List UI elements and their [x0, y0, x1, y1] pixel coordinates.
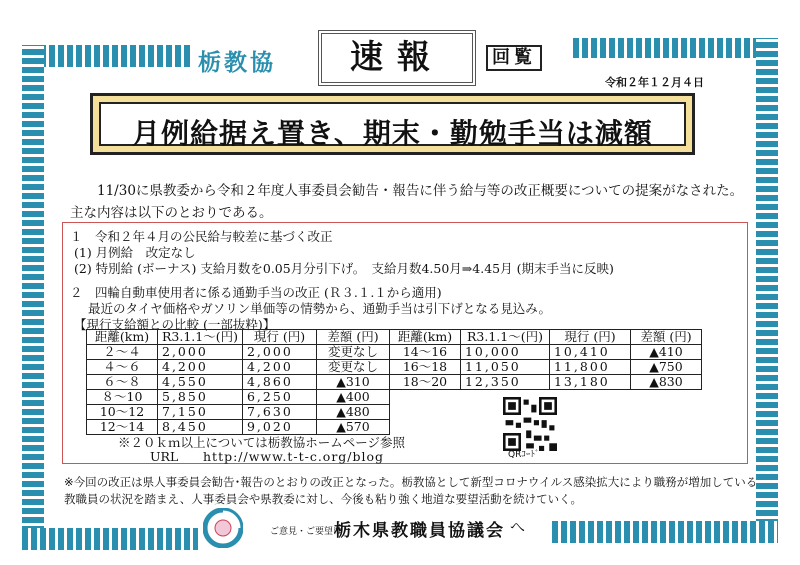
cell-new: 12,350 [460, 375, 549, 390]
col-header-new: R3.1.1～(円) [158, 330, 243, 345]
cell-diff: ▲480 [316, 405, 389, 420]
cell-distance: 18～20 [389, 375, 460, 390]
cell-distance: ８～10 [87, 390, 158, 405]
cell-current: 11,800 [549, 360, 630, 375]
cell-distance: ４～６ [87, 360, 158, 375]
col-header-current: 現行 (円) [242, 330, 316, 345]
contact-prompt: ご意見・ご要望は [270, 527, 343, 537]
cell-new: 4,200 [158, 360, 243, 375]
col-header-new-2: R3.1.1～(円) [460, 330, 549, 345]
side-stripe-left [22, 45, 44, 550]
cell-new: 11,050 [460, 360, 549, 375]
col-header-diff-2: 差額 (円) [630, 330, 701, 345]
closing-note: ※今回の改正は県人事委員会勧告･報告のとおりの改正となった。栃教協として新型コロナウイルス感染拡大により職務が増加している教職員の状況を踏まえ、人事委員会や県教委に対し、今後も粘り強く地道な要望活動を続けていく。 [64, 475, 758, 506]
intro-paragraph: 11/30に県教委から令和２年度人事委員会勧告・報告に伴う給与等の改正概要についての提案がなされた。主な内容は以下のとおりである。 [70, 183, 744, 221]
title-frame [90, 93, 695, 155]
table-caption: 【現行支給額との比較 (一部抜粋)】 [74, 317, 276, 332]
cell-diff: ▲410 [630, 345, 701, 360]
cell-diff: 変更なし [316, 360, 389, 375]
cell-current: 7,630 [242, 405, 316, 420]
cell-distance: ６～８ [87, 375, 158, 390]
issue-date: 令和２年１２月４日 [605, 76, 704, 89]
section1-item2: (2) 特別給 (ボーナス) 支給月数を0.05月分引下げ。 支給月数4.50月⇒4.45月 (期末手当に反映) [74, 261, 614, 276]
header-stripe-left [22, 45, 192, 67]
cell-current: 6,250 [242, 390, 316, 405]
cell-diff: ▲830 [630, 375, 701, 390]
cell-diff: ▲310 [316, 375, 389, 390]
table-row [87, 375, 702, 390]
contact-org: 栃木県教職員協議会 [334, 521, 505, 541]
cell-distance: 16～18 [389, 360, 460, 375]
cell-current: 4,200 [242, 360, 316, 375]
blog-link[interactable]: http://www.t-t-c.org/blog [203, 449, 385, 464]
cell-current: 4,860 [242, 375, 316, 390]
cell-current: 13,180 [549, 375, 630, 390]
union-logo-icon [203, 508, 243, 548]
footer-stripe-left [22, 528, 198, 550]
cell-diff: 変更なし [316, 345, 389, 360]
section1-heading: １ 令和２年４月の公民給与較差に基づく改正 [70, 229, 333, 244]
col-header-distance-2: 距離(km) [389, 330, 460, 345]
cell-current: 2,000 [242, 345, 316, 360]
bulletin-label: 速報 [318, 30, 476, 86]
cell-new: 5,850 [158, 390, 243, 405]
header-stripe-right [573, 38, 773, 58]
table-row [87, 345, 702, 360]
table-row [87, 390, 702, 405]
qr-label: QRｺｰﾄﾞ [508, 450, 540, 460]
table-header-row [87, 330, 702, 345]
table-row [87, 360, 702, 375]
qr-code-icon[interactable] [503, 397, 557, 451]
col-header-current-2: 現行 (円) [549, 330, 630, 345]
col-header-distance: 距離(km) [87, 330, 158, 345]
cell-diff: ▲400 [316, 390, 389, 405]
col-header-diff: 差額 (円) [316, 330, 389, 345]
allowance-table [86, 329, 702, 435]
url-label: URL [150, 449, 179, 464]
cell-new: 4,550 [158, 375, 243, 390]
circulation-label: 回覧 [486, 45, 542, 71]
table-row [87, 405, 702, 420]
cell-current: 10,410 [549, 345, 630, 360]
cell-new: 8,450 [158, 420, 243, 435]
page-title: 月例給据え置き、期末・勤勉手当は減額 [132, 117, 653, 150]
table-footnote: ※２０ｋｍ以上については栃教協ホームページ参照 [118, 435, 406, 450]
section2-body: 最近のタイヤ価格やガソリン単価等の情勢から、通勤手当は引下げとなる見込み。 [88, 301, 552, 316]
section1-item1: (1) 月例給 改定なし [74, 245, 196, 260]
cell-new: 2,000 [158, 345, 243, 360]
cell-current: 9,020 [242, 420, 316, 435]
cell-new: 7,150 [158, 405, 243, 420]
cell-distance: ２～４ [87, 345, 158, 360]
footer-stripe-right [552, 521, 778, 543]
contact-suffix: へ [510, 518, 526, 536]
title-inner-frame [99, 102, 686, 150]
side-stripe-right [756, 38, 778, 543]
cell-diff: ▲570 [316, 420, 389, 435]
cell-distance: 10～12 [87, 405, 158, 420]
section2-heading: ２ 四輪自動車使用者に係る通勤手当の改正 (Ｒ３.１.１から適用) [70, 285, 442, 300]
cell-new: 10,000 [460, 345, 549, 360]
cell-distance: 12～14 [87, 420, 158, 435]
cell-distance: 14～16 [389, 345, 460, 360]
cell-diff: ▲750 [630, 360, 701, 375]
org-name: 栃教協 [198, 50, 276, 76]
